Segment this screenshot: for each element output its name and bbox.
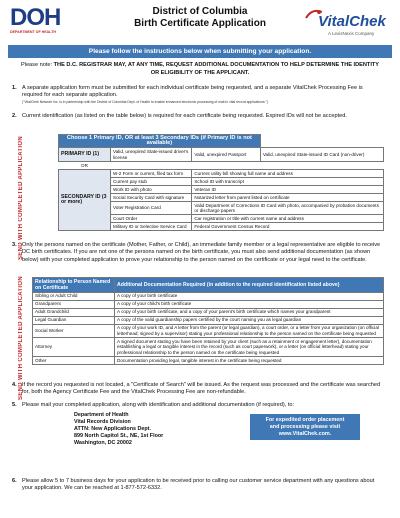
secondary-id-cell: Valid Department of Corrections ID Card with photo, accompanied by probation documents or discharge papers bbox=[192, 201, 384, 214]
secondary-id-label: SECONDARY ID (3 or more) bbox=[59, 169, 111, 230]
instructions-banner: Please follow the instructions below when submitting your application. bbox=[8, 45, 392, 58]
promo-line: and processing please visit bbox=[269, 424, 341, 430]
instruction-number: 2. bbox=[12, 113, 17, 119]
instruction-text: Only the persons named on the certificate (Mother, Father, or Child), an immediate family member or a legal representative are eligible to receive DC birth certificates. If you are not one of the persons named on the birth certificate, you must also send additional documentation (as shown below) with your completed application to prove your relationship to the person named on the certificate or your legal need to the certificate. bbox=[22, 242, 381, 263]
send-with-application-label: SEND WITH COMPLETED APPLICATION bbox=[18, 136, 24, 260]
relationship-cell: Adult Grandchild bbox=[33, 308, 115, 316]
secondary-id-cell: Court Order bbox=[111, 215, 192, 223]
title-line-2: Birth Certificate Application bbox=[134, 18, 266, 29]
secondary-id-cell: Federal Government Census Record bbox=[192, 223, 384, 231]
doh-logo-mark: DOH bbox=[10, 4, 61, 31]
secondary-id-cell: Veteran ID bbox=[192, 185, 384, 193]
secondary-id-cell: Social Security Card with signature bbox=[111, 193, 192, 201]
page-title bbox=[100, 6, 300, 30]
id-table-header: Choose 1 Primary ID, OR at least 3 Secondary IDs (if Primary ID is not available) bbox=[59, 135, 261, 148]
documentation-cell: A copy of your child's birth certificate bbox=[115, 300, 384, 308]
secondary-id-cell: Notarized letter from parent listed on certificate bbox=[192, 193, 384, 201]
or-label: OR bbox=[81, 162, 88, 168]
address-line: 899 North Capitol St., NE, 1st Floor bbox=[74, 433, 164, 439]
primary-id-cell: Valid, unexpired Passport bbox=[192, 148, 260, 161]
instruction-number: 5. bbox=[12, 402, 17, 408]
relationship-table bbox=[32, 277, 384, 365]
instruction-5 bbox=[12, 402, 384, 409]
secondary-id-cell: School ID with transcript bbox=[192, 177, 384, 185]
secondary-id-cell: Car registration or title with current name and address bbox=[192, 215, 384, 223]
instruction-number: 4. bbox=[12, 382, 17, 388]
relationship-cell: Other bbox=[33, 356, 115, 364]
secondary-id-cell: Voter Registration Card bbox=[111, 201, 192, 214]
note-text: THE D.C. REGISTRAR MAY, AT ANY TIME, REQUEST ADDITIONAL DOCUMENTATION TO HELP DETERMINE THE IDENTITY OR ELIGIBILITY OF THE APPLICANT. bbox=[53, 62, 380, 76]
instruction-number: 1. bbox=[12, 85, 17, 91]
instruction-2 bbox=[12, 113, 384, 120]
address-line: Vital Records Division bbox=[74, 419, 131, 425]
address-line: Washington, DC 20002 bbox=[74, 440, 132, 446]
address-line: Department of Health bbox=[74, 412, 129, 418]
registrar-note bbox=[20, 62, 380, 77]
doh-logo-subtitle: DEPARTMENT OF HEALTH bbox=[10, 30, 56, 34]
documentation-cell: A signed document stating you have been retained by your client (such as a retainment or engagement letter), documentation establishing a legal or tangible interest in the record (such as court paperwork), or a letter (on official letterhead) stating your professional relationship to the person named on the certificate being requested bbox=[115, 338, 384, 357]
primary-id-label: PRIMARY ID (1) bbox=[59, 148, 111, 161]
page-header bbox=[0, 0, 400, 44]
documentation-cell: A copy of your work ID, and A letter from the parent (or legal guardian), a court order, or a letter from your organization (on official letterhead; signed by a supervisor) stating your professional relationship to the person named on the certificate being requested bbox=[115, 324, 384, 337]
documentation-table-header: Additional Documentation Required (in addition to the required identification listed above) bbox=[115, 278, 384, 293]
relationship-cell: Sibling or Adult Child bbox=[33, 292, 115, 300]
instruction-text: Please mail your completed application, along with identification and additional documentation (if required), to: bbox=[22, 402, 295, 408]
vitalchek-logo bbox=[304, 8, 396, 42]
id-table bbox=[58, 134, 384, 231]
secondary-id-cell: Work ID with photo bbox=[111, 185, 192, 193]
instruction-text: If the record you requested is not located, a "Certificate of Search" will be issued. As the request was processed and the certificate was searched for, both the Agency Certificate Fee and the VitalChek Processing Fee are non-refundable. bbox=[22, 382, 381, 396]
primary-id-cell: Valid, unexpired State-issued driver's license bbox=[111, 148, 192, 161]
doh-logo bbox=[10, 6, 84, 42]
instruction-number: 6. bbox=[12, 478, 17, 484]
secondary-id-cell: Current utility bill showing full name and address bbox=[192, 169, 384, 177]
send-with-application-label: SEND WITH COMPLETED APPLICATION bbox=[18, 276, 24, 400]
instruction-text: Current identification (as listed on the table below) is required for each certificate being requested. Expired IDs will not be accepted. bbox=[22, 113, 347, 119]
relationship-cell: Social Worker bbox=[33, 324, 115, 337]
instruction-text: Please allow 5 to 7 business days for your application to be received prior to calling our customer service department with any questions about your application. We can be reached at 1-877-572-6332. bbox=[22, 478, 375, 492]
relationship-cell: Attorney bbox=[33, 338, 115, 357]
primary-id-cell: Valid, unexpired State-issued ID Card (non-driver) bbox=[260, 148, 383, 161]
documentation-cell: A copy of the valid guardianship papers certified by the court naming you as legal guardian bbox=[115, 316, 384, 324]
vitalchek-tagline: A LexisNexis Company bbox=[328, 31, 375, 36]
vitalchek-wordmark: VitalChek bbox=[318, 13, 386, 30]
promo-link[interactable]: www.VitalChek.com. bbox=[278, 431, 332, 437]
mailing-address bbox=[74, 412, 163, 447]
instruction-1 bbox=[12, 85, 384, 104]
vitalchek-promo-box bbox=[250, 414, 360, 440]
instruction-3 bbox=[12, 242, 384, 264]
relationship-table-header: Relationship to Person Named on Certificate bbox=[33, 278, 115, 293]
documentation-cell: Documentation providing legal, tangible interest in the certificate being requested bbox=[115, 356, 384, 364]
note-lead: Please note: bbox=[20, 62, 53, 68]
instruction-4 bbox=[12, 382, 384, 397]
title-line-1: District of Columbia bbox=[152, 6, 248, 17]
relationship-cell: Grandparent bbox=[33, 300, 115, 308]
instruction-fine-print: ("VitalChek Network Inc. is in partnership with the District of Columbia Dept. of Health to enable enhanced electronic processing of mail-in vital record applications.") bbox=[22, 99, 268, 104]
instruction-number: 3. bbox=[12, 242, 17, 248]
documentation-cell: A copy of your birth certificate, and a copy of your parent's birth certificate which names your grandparent bbox=[115, 308, 384, 316]
secondary-id-cell: W-2 Form or current, filed tax form bbox=[111, 169, 192, 177]
secondary-id-cell: Current pay stub bbox=[111, 177, 192, 185]
secondary-id-cell: Military ID or Selective Service Card bbox=[111, 223, 192, 231]
relationship-cell: Legal Guardian bbox=[33, 316, 115, 324]
promo-line: For expedited order placement bbox=[265, 417, 345, 423]
instruction-6 bbox=[12, 478, 384, 493]
instruction-text: A separate application form must be submitted for each individual certificate being requested, and a separate VitalChek Processing Fee is required for each separate application. bbox=[22, 85, 363, 99]
documentation-cell: A copy of your birth certificate bbox=[115, 292, 384, 300]
address-line: ATTN: New Applications Dept. bbox=[74, 426, 151, 432]
